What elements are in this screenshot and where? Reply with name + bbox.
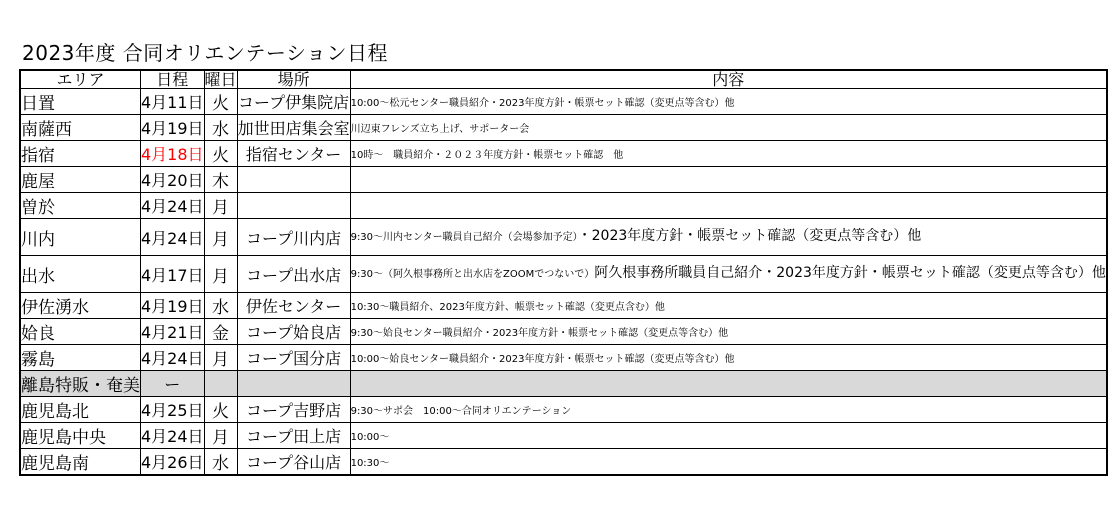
table-row [20,256,1107,293]
cell-place [237,167,350,193]
cell-day: 火 [204,89,237,115]
cell-date: 4月24日 [141,345,205,371]
cell-content: 川辺東フレンズ立ち上げ、サポーター会 [350,115,1107,141]
cell-date: 4月20日 [141,167,205,193]
cell-content: 10:00～姶良センター職員紹介・2023年度方針・帳票セット確認（変更点等含む）他 [350,345,1107,371]
cell-day: 水 [204,115,237,141]
cell-day [204,371,237,397]
cell-content [350,167,1107,193]
cell-date: 4月19日 [141,115,205,141]
cell-day: 月 [204,219,237,256]
cell-content: 10:00～松元センター職員紹介・2023年度方針・帳票セット確認（変更点等含む）他 [350,89,1107,115]
cell-place: コープ出水店 [237,256,350,293]
cell-place [237,193,350,219]
cell-area: 指宿 [20,141,141,167]
cell-place: 伊佐センター [237,293,350,319]
content-note: 9:30～（阿久根事務所と出水店をZOOMでつないで） [350,269,595,280]
cell-area: 鹿児島中央 [20,423,141,449]
cell-place: コープ川内店 [237,219,350,256]
table-row [20,449,1107,476]
cell-area: 鹿児島南 [20,449,141,476]
cell-content [350,371,1107,397]
cell-date: 4月24日 [141,193,205,219]
cell-date: 4月18日 [141,141,205,167]
cell-content: 10時～ 職員紹介・２０２３年度方針・帳票セット確認 他 [350,141,1107,167]
cell-area: 川内 [20,219,141,256]
table-row [20,345,1107,371]
cell-place: コープ姶良店 [237,319,350,345]
table-row [20,141,1107,167]
cell-day: 月 [204,423,237,449]
cell-date: 4月25日 [141,397,205,423]
cell-date: 4月17日 [141,256,205,293]
header-content: 内容 [350,70,1107,89]
cell-content: 9:30～姶良センター職員紹介・2023年度方針・帳票セット確認（変更点等含む）他 [350,319,1107,345]
cell-place: コープ谷山店 [237,449,350,476]
cell-place: コープ吉野店 [237,397,350,423]
header-row [20,70,1107,89]
cell-place: コープ伊集院店 [237,89,350,115]
table-row [20,219,1107,256]
table-row [20,115,1107,141]
header-area: エリア [20,70,141,89]
cell-area: 鹿屋 [20,167,141,193]
cell-area: 離島特販・奄美 [20,371,141,397]
cell-content [350,219,1107,256]
cell-day: 木 [204,167,237,193]
cell-area: 伊佐湧水 [20,293,141,319]
cell-place: 加世田店集会室 [237,115,350,141]
content-main: ・2023年度方針・帳票セット確認（変更点等含む）他 [577,228,922,244]
cell-content: 10:30～ [350,449,1107,476]
cell-place: 指宿センター [237,141,350,167]
cell-content [350,193,1107,219]
cell-day: 水 [204,293,237,319]
cell-content: 10:30～職員紹介、2023年度方針、帳票セット確認（変更点含む）他 [350,293,1107,319]
cell-area: 南薩西 [20,115,141,141]
cell-place: コープ国分店 [237,345,350,371]
cell-place [237,371,350,397]
cell-day: 月 [204,193,237,219]
cell-date: 4月11日 [141,89,205,115]
cell-content [350,256,1107,293]
cell-day: 火 [204,141,237,167]
table-row [20,89,1107,115]
cell-content: 10:00～ [350,423,1107,449]
cell-area: 曽於 [20,193,141,219]
header-date: 日程 [141,70,205,89]
table-row [20,167,1107,193]
cell-day: 月 [204,345,237,371]
table-row [20,193,1107,219]
cell-day: 火 [204,397,237,423]
cell-area: 日置 [20,89,141,115]
cell-date: 4月26日 [141,449,205,476]
table-row [20,319,1107,345]
content-note: 9:30～川内センター職員自己紹介（会場参加予定） [350,232,578,243]
header-day: 曜日 [204,70,237,89]
cell-day: 月 [204,256,237,293]
table-row [20,371,1107,397]
table-row [20,293,1107,319]
cell-place: コープ田上店 [237,423,350,449]
cell-date: 4月24日 [141,219,205,256]
table-row [20,397,1107,423]
cell-area: 霧島 [20,345,141,371]
cell-area: 鹿児島北 [20,397,141,423]
page-title: 2023年度 合同オリエンテーション日程 [22,41,389,65]
cell-area: 出水 [20,256,141,293]
cell-date: 4月19日 [141,293,205,319]
cell-day: 水 [204,449,237,476]
cell-date: ー [141,371,205,397]
cell-date: 4月24日 [141,423,205,449]
cell-area: 姶良 [20,319,141,345]
table-row [20,423,1107,449]
cell-date: 4月21日 [141,319,205,345]
cell-content: 9:30～サポ会 10:00～合同オリエンテーション [350,397,1107,423]
header-place: 場所 [237,70,350,89]
schedule-table [19,69,1108,476]
content-main: 阿久根事務所職員自己紹介・2023年度方針・帳票セット確認（変更点等含む）他 [594,265,1106,281]
cell-day: 金 [204,319,237,345]
